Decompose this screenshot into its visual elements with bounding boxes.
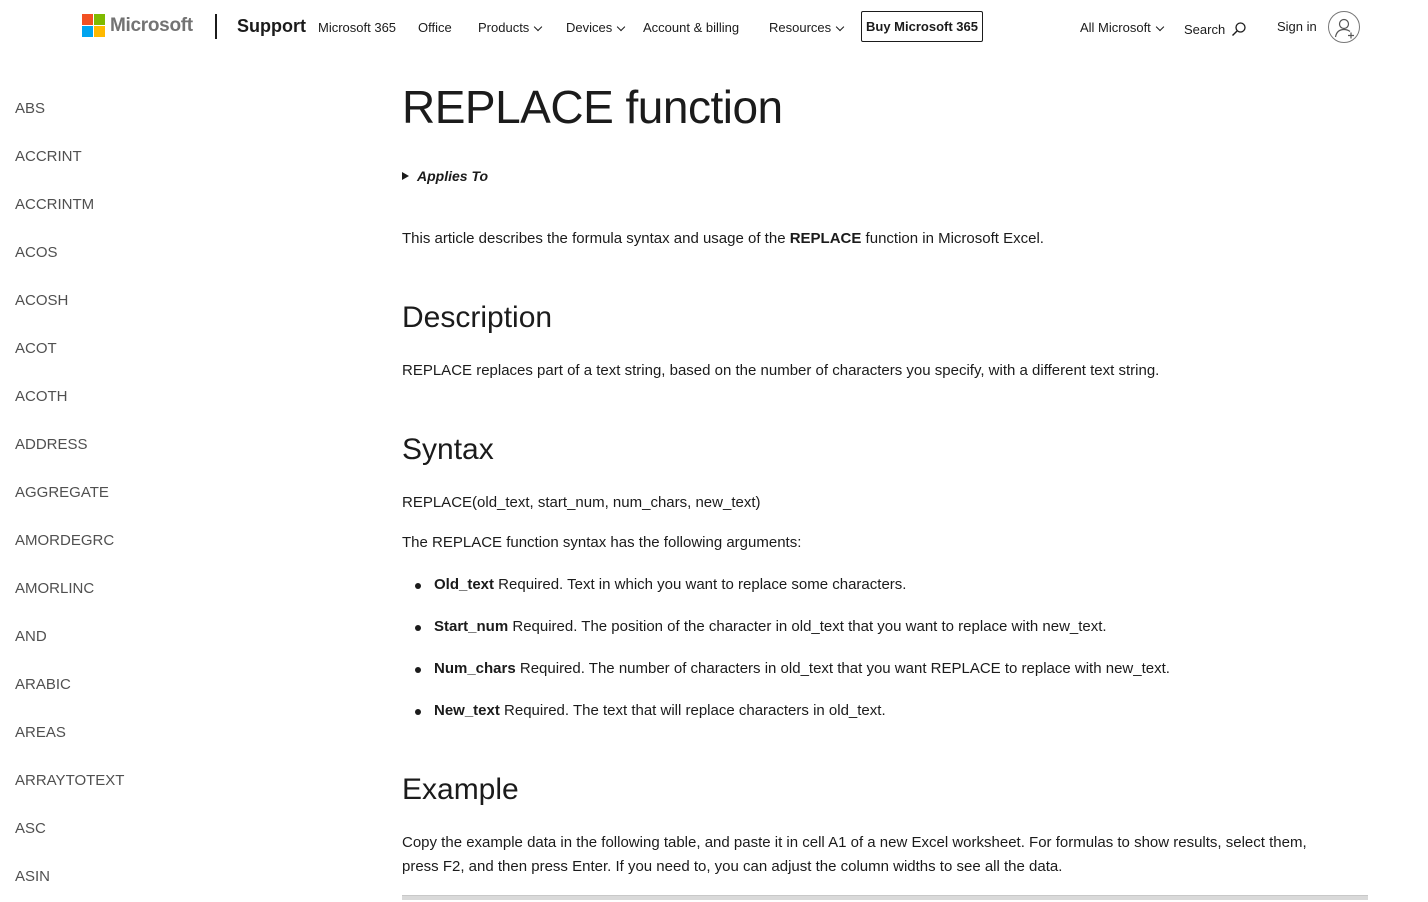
sidebar-item-and[interactable]: AND: [15, 628, 47, 645]
intro-text-start: This article describes the formula syntax and usage of the: [402, 230, 790, 247]
all-microsoft-label: All Microsoft: [1080, 20, 1151, 35]
nav-account-billing-label: Account & billing: [643, 20, 740, 35]
list-item: [402, 657, 1170, 699]
avatar[interactable]: [1328, 11, 1360, 43]
nav-resources-label: Resources: [769, 20, 832, 35]
nav-products-label: Products: [478, 20, 530, 35]
nav-devices[interactable]: [566, 20, 624, 35]
sidebar-item-acot[interactable]: ACOT: [15, 340, 57, 357]
search-label: Search: [1184, 21, 1226, 37]
list-item: [402, 615, 1170, 657]
syntax-formula: REPLACE(old_text, start_num, num_chars, new_text): [402, 494, 761, 511]
sidebar-item-acoth[interactable]: ACOTH: [15, 388, 68, 405]
example-table-top: [402, 895, 1368, 900]
applies-to-label: Applies To: [417, 168, 489, 184]
nav-office-label: Office: [418, 20, 452, 35]
sidebar-item-abs[interactable]: ABS: [15, 100, 46, 117]
list-item: [402, 699, 1170, 741]
logo-divider: [215, 14, 217, 39]
sidebar-item-amordegrc[interactable]: AMORDEGRC: [15, 532, 115, 549]
example-text-line-2: press F2, and then press Enter. If you need to, you can adjust the column widths to see all the data.: [402, 858, 1063, 875]
sidebar-item-aggregate[interactable]: AGGREGATE: [15, 484, 109, 501]
argument-name: Num_chars: [434, 660, 516, 677]
user-add-icon: [1329, 12, 1360, 43]
intro-function-name: REPLACE: [789, 230, 862, 247]
search-icon: [1231, 21, 1247, 37]
sidebar-item-acosh[interactable]: ACOSH: [15, 292, 69, 309]
arguments-list: [402, 573, 1170, 741]
page-title: REPLACE function: [402, 81, 783, 133]
applies-to-toggle[interactable]: [402, 168, 488, 184]
nav-devices-label: Devices: [566, 20, 613, 35]
syntax-intro: The REPLACE function syntax has the following arguments:: [402, 534, 802, 551]
sidebar-item-arraytotext[interactable]: ARRAYTOTEXT: [15, 772, 125, 789]
sidebar-item-accrint[interactable]: ACCRINT: [15, 148, 82, 165]
microsoft-wordmark: Microsoft: [110, 14, 193, 36]
argument-name: New_text: [434, 702, 500, 719]
chevron-down-icon: [1156, 22, 1164, 30]
nav-microsoft-365-label: Microsoft 365: [318, 20, 397, 35]
buy-microsoft-365-button[interactable]: Buy Microsoft 365: [861, 11, 983, 42]
nav-resources[interactable]: [769, 20, 843, 35]
chevron-down-icon: [534, 22, 542, 30]
example-heading: Example: [402, 773, 519, 806]
nav-products[interactable]: [478, 20, 541, 35]
chevron-down-icon: [836, 22, 844, 30]
site-header: [0, 0, 1428, 56]
sidebar-item-address[interactable]: ADDRESS: [15, 436, 88, 453]
sidebar-item-asc[interactable]: ASC: [15, 820, 46, 837]
sidebar-item-arabic[interactable]: ARABIC: [15, 676, 71, 693]
example-text-line-1: Copy the example data in the following table, and paste it in cell A1 of a new Excel worksheet. For formulas to show results, select them,: [402, 834, 1307, 851]
intro-text-end: function in Microsoft Excel.: [861, 230, 1044, 247]
support-home-link[interactable]: Support: [237, 16, 306, 36]
list-item: [402, 573, 1170, 615]
sidebar-item-areas[interactable]: AREAS: [15, 724, 66, 741]
argument-name: Start_num: [434, 618, 509, 635]
search-button[interactable]: [1184, 21, 1247, 37]
nav-microsoft-365[interactable]: [318, 20, 396, 35]
chevron-down-icon: [617, 22, 625, 30]
argument-name: Old_text: [434, 576, 495, 593]
all-microsoft-menu[interactable]: [1080, 20, 1163, 35]
nav-account-billing[interactable]: [643, 20, 739, 35]
syntax-heading: Syntax: [402, 433, 494, 466]
sidebar-item-acos[interactable]: ACOS: [15, 244, 58, 261]
description-heading: Description: [402, 301, 553, 334]
nav-office[interactable]: [418, 20, 452, 35]
sidebar-item-amorlinc[interactable]: AMORLINC: [15, 580, 95, 597]
function-list-sidebar: [0, 86, 300, 902]
microsoft-logo-icon: [82, 14, 105, 37]
sign-in-label: Sign in: [1277, 19, 1317, 34]
sidebar-item-accrintm[interactable]: ACCRINTM: [15, 196, 95, 213]
sidebar-item-asin[interactable]: ASIN: [15, 868, 51, 885]
argument-description: Required. The number of characters in old_text that you want REPLACE to replace with new_text.: [515, 660, 1170, 677]
argument-description: Required. The text that will replace characters in old_text.: [499, 702, 886, 719]
argument-description: Required. Text in which you want to replace some characters.: [494, 576, 907, 593]
caret-right-icon: [402, 172, 409, 180]
description-text: REPLACE replaces part of a text string, based on the number of characters you specify, with a different text string.: [402, 362, 1160, 379]
intro-paragraph: [402, 227, 1044, 251]
microsoft-logo[interactable]: [82, 14, 193, 37]
argument-description: Required. The position of the character in old_text that you want to replace with new_text.: [508, 618, 1107, 635]
sign-in-link[interactable]: [1277, 19, 1317, 34]
